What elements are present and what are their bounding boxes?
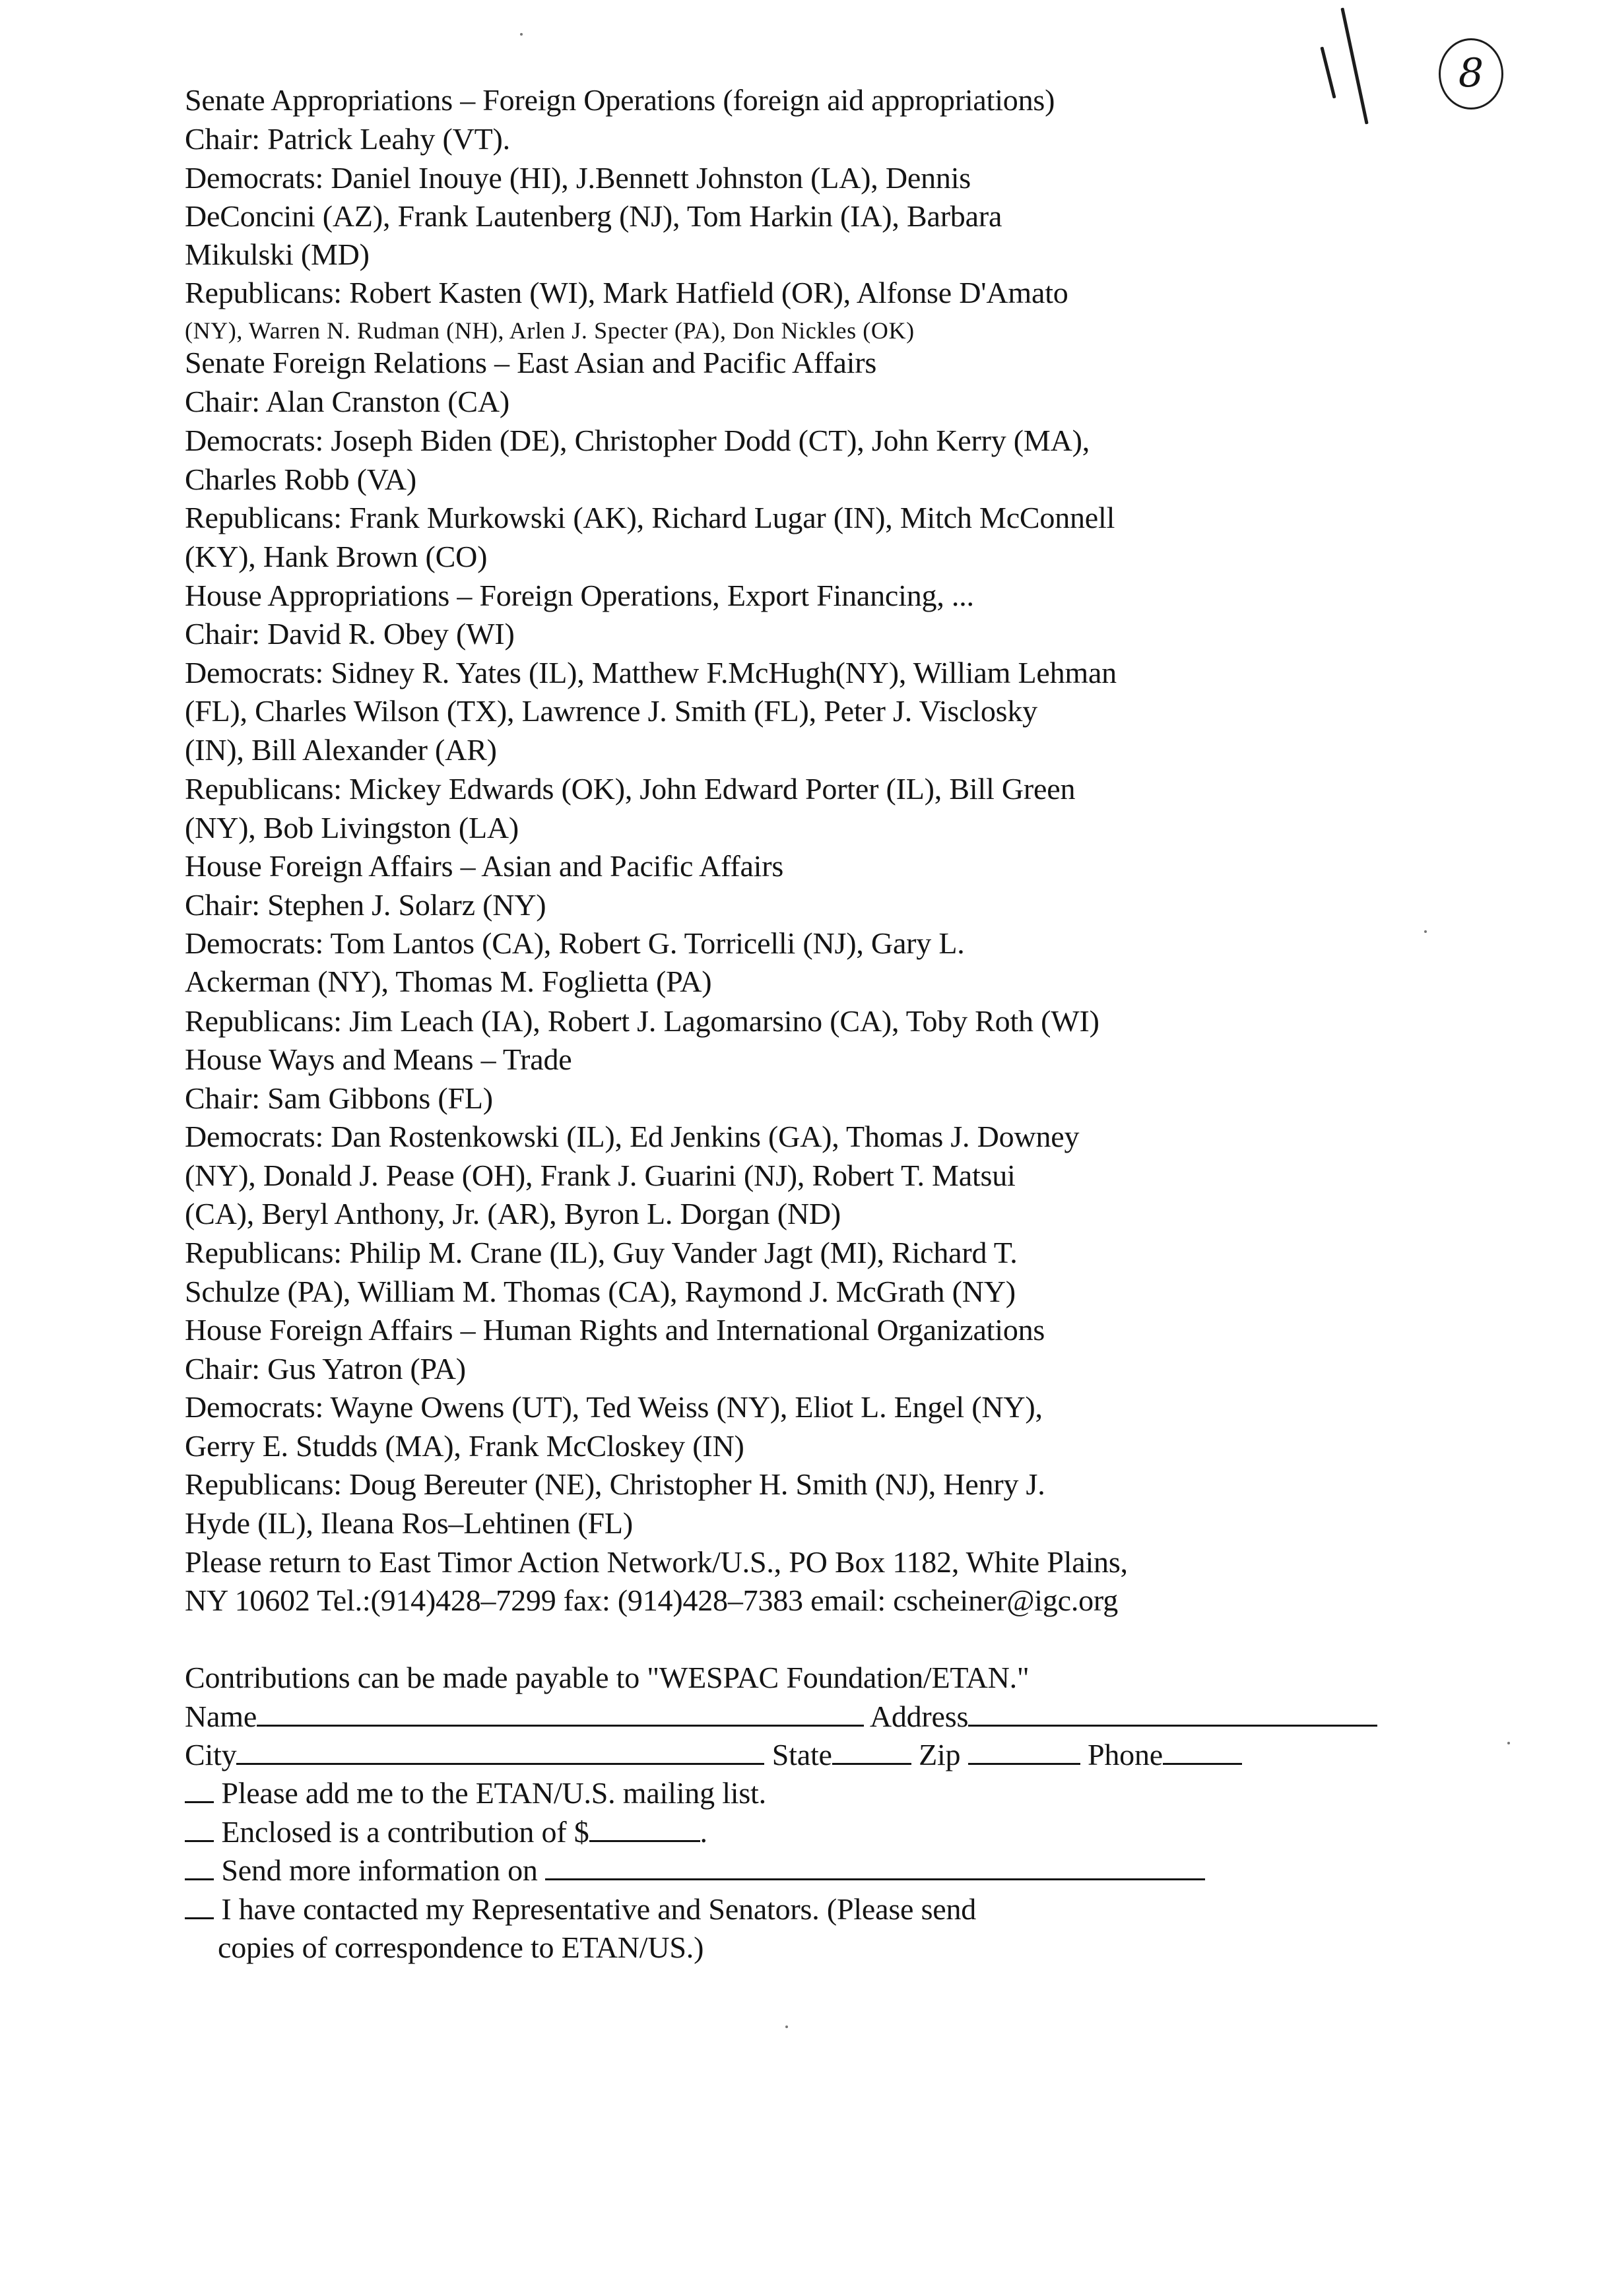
name-label: Name	[185, 1700, 257, 1733]
committee-title: House Foreign Affairs – Asian and Pacific Affairs	[185, 849, 784, 883]
mailing-list-label: Please add me to the ETAN/U.S. mailing list.	[221, 1776, 766, 1810]
committee-title: House Appropriations – Foreign Operations, Export Financing, ...	[185, 579, 974, 612]
committee-chair: Chair: Gus Yatron (PA)	[185, 1352, 466, 1386]
form-option-contribution	[185, 1813, 707, 1851]
committee-republicans: Republicans: Jim Leach (IA), Robert J. Lagomarsino (CA), Toby Roth (WI)	[185, 1004, 1099, 1038]
form-row-city	[185, 1736, 1242, 1774]
contribution-label: Enclosed is a contribution of $	[221, 1815, 589, 1849]
zip-label: Zip	[919, 1738, 961, 1771]
committee-chair: Chair: Patrick Leahy (VT).	[185, 122, 510, 156]
phone-label: Phone	[1087, 1738, 1163, 1771]
committee-democrats: Ackerman (NY), Thomas M. Foglietta (PA)	[185, 965, 712, 998]
committee-title: House Foreign Affairs – Human Rights and International Organizations	[185, 1313, 1045, 1347]
committee-democrats: Democrats: Tom Lantos (CA), Robert G. Torricelli (NJ), Gary L.	[185, 926, 965, 960]
send-info-checkbox[interactable]	[185, 1852, 214, 1880]
address-field[interactable]	[968, 1698, 1377, 1727]
address-label: Address	[869, 1700, 969, 1733]
return-address: NY 10602 Tel.:(914)428–7299 fax: (914)428–7383 email: cscheiner@igc.org	[185, 1583, 1119, 1617]
committee-democrats: (FL), Charles Wilson (TX), Lawrence J. Smith (FL), Peter J. Visclosky	[185, 694, 1037, 728]
contribution-period: .	[700, 1815, 707, 1849]
committee-republicans: Republicans: Doug Bereuter (NE), Christopher H. Smith (NJ), Henry J.	[185, 1467, 1045, 1501]
committee-democrats: (IN), Bill Alexander (AR)	[185, 733, 497, 767]
committee-republicans: Hyde (IL), Ileana Ros–Lehtinen (FL)	[185, 1506, 633, 1540]
contribution-checkbox[interactable]	[185, 1814, 214, 1842]
committee-republicans: Republicans: Robert Kasten (WI), Mark Hatfield (OR), Alfonse D'Amato	[185, 276, 1068, 309]
committee-republicans: Republicans: Philip M. Crane (IL), Guy Vander Jagt (MI), Richard T.	[185, 1236, 1018, 1269]
committee-title: Senate Foreign Relations – East Asian and Pacific Affairs	[185, 346, 877, 379]
form-option-mailing	[185, 1774, 766, 1812]
contacted-checkbox[interactable]	[185, 1891, 214, 1919]
committee-democrats: Charles Robb (VA)	[185, 462, 416, 496]
scan-speck	[520, 33, 523, 36]
city-label: City	[185, 1738, 237, 1771]
committee-democrats: Democrats: Sidney R. Yates (IL), Matthew F.McHugh(NY), William Lehman	[185, 656, 1117, 689]
committee-democrats: Democrats: Daniel Inouye (HI), J.Bennett Johnston (LA), Dennis	[185, 161, 971, 195]
send-info-label: Send more information on	[221, 1853, 538, 1887]
committee-chair: Chair: Stephen J. Solarz (NY)	[185, 888, 546, 922]
committee-democrats: Democrats: Joseph Biden (DE), Christopher Dodd (CT), John Kerry (MA),	[185, 424, 1090, 457]
committee-republicans: Schulze (PA), William M. Thomas (CA), Raymond J. McGrath (NY)	[185, 1275, 1016, 1308]
committee-democrats: (CA), Beryl Anthony, Jr. (AR), Byron L. Dorgan (ND)	[185, 1197, 841, 1230]
zip-field[interactable]	[968, 1737, 1080, 1765]
committee-democrats: (NY), Donald J. Pease (OH), Frank J. Guarini (NJ), Robert T. Matsui	[185, 1159, 1016, 1192]
committee-republicans: (NY), Bob Livingston (LA)	[185, 811, 519, 845]
state-label: State	[771, 1738, 832, 1771]
form-option-contacted	[185, 1890, 976, 1929]
committee-democrats: Democrats: Wayne Owens (UT), Ted Weiss (NY), Eliot L. Engel (NY),	[185, 1390, 1043, 1424]
phone-field[interactable]	[1163, 1737, 1242, 1765]
committee-democrats: Mikulski (MD)	[185, 238, 370, 271]
committee-republicans: Republicans: Mickey Edwards (OK), John Edward Porter (IL), Bill Green	[185, 772, 1076, 806]
committee-chair: Chair: Sam Gibbons (FL)	[185, 1081, 493, 1115]
scan-speck	[1424, 930, 1427, 933]
committee-title: House Ways and Means – Trade	[185, 1042, 572, 1076]
city-field[interactable]	[236, 1737, 764, 1765]
scan-speck	[1507, 1742, 1510, 1744]
contacted-label: I have contacted my Representative and Senators. (Please send	[221, 1892, 977, 1926]
page-number-circled: 8	[1439, 38, 1503, 110]
committee-republicans: (KY), Hank Brown (CO)	[185, 540, 488, 573]
contacted-label-continued: copies of correspondence to ETAN/US.)	[218, 1930, 704, 1964]
committee-chair: Chair: Alan Cranston (CA)	[185, 385, 509, 418]
contributions-note: Contributions can be made payable to "WESPAC Foundation/ETAN."	[185, 1661, 1030, 1694]
margin-mark	[1320, 47, 1336, 99]
form-option-info	[185, 1851, 1205, 1890]
contribution-amount-field[interactable]	[589, 1814, 700, 1842]
return-address: Please return to East Timor Action Network/U.S., PO Box 1182, White Plains,	[185, 1545, 1128, 1579]
mailing-list-checkbox[interactable]	[185, 1775, 214, 1803]
committee-democrats: Gerry E. Studds (MA), Frank McCloskey (IN)	[185, 1429, 744, 1463]
name-field[interactable]	[257, 1698, 864, 1727]
form-row-name-address	[185, 1698, 1377, 1736]
committee-title: Senate Appropriations – Foreign Operations (foreign aid appropriations)	[185, 83, 1055, 117]
state-field[interactable]	[832, 1737, 911, 1765]
committee-democrats: DeConcini (AZ), Frank Lautenberg (NJ), Tom Harkin (IA), Barbara	[185, 199, 1002, 233]
scan-speck	[785, 2025, 788, 2028]
committee-republicans: Republicans: Frank Murkowski (AK), Richard Lugar (IN), Mitch McConnell	[185, 501, 1115, 534]
send-info-topic-field[interactable]	[545, 1852, 1205, 1880]
margin-mark	[1340, 7, 1368, 124]
committee-republicans: (NY), Warren N. Rudman (NH), Arlen J. Specter (PA), Don Nickles (OK)	[185, 317, 915, 344]
committee-chair: Chair: David R. Obey (WI)	[185, 617, 515, 651]
committee-democrats: Democrats: Dan Rostenkowski (IL), Ed Jenkins (GA), Thomas J. Downey	[185, 1120, 1080, 1153]
